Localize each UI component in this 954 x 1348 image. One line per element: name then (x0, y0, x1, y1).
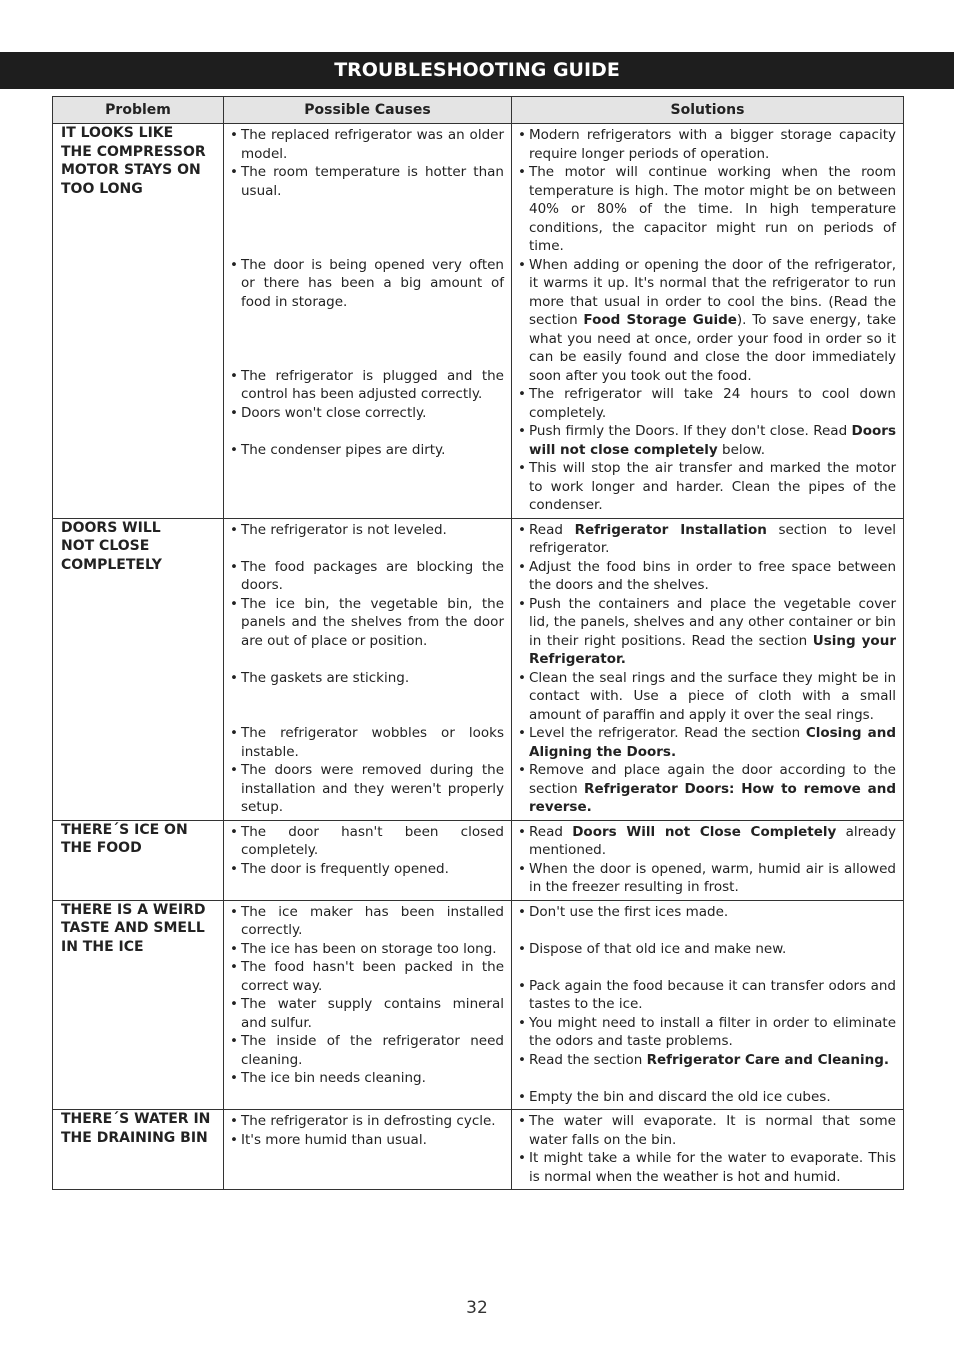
item-text: When adding or opening the door of the refrigerator, it warms it up. It's normal that the refrigerator to run more that usual in order to cool the bins. (Read the section (529, 256, 896, 328)
item-text: The ice bin, the vegetable bin, the panels and the shelves from the door are out of place or position. (241, 595, 504, 649)
cause-item (230, 958, 504, 995)
solution-item (518, 761, 896, 817)
causes-cell (224, 124, 512, 519)
cause-item (230, 256, 504, 312)
item-text: When the door is opened, warm, humid air is allowed in the freezer resulting in frost. (529, 860, 896, 895)
cause-item (230, 163, 504, 200)
problem-line: DOORS WILL (61, 519, 161, 536)
item-text: Level the refrigerator. Read the section (529, 725, 806, 741)
problem-line: THERE IS A WEIRD (61, 901, 206, 918)
item-emphasis: Refrigerator Care and Cleaning. (646, 1051, 890, 1068)
item-text: The door hasn't been closed completely. (241, 823, 504, 858)
causes-list (230, 521, 504, 817)
solution-item (518, 724, 896, 761)
item-text: Push firmly the Doors. If they don't close. Read (529, 423, 852, 439)
solutions-list (518, 126, 896, 515)
header-problem: Problem (53, 97, 224, 124)
table-row (53, 900, 904, 1110)
solutions-cell (512, 900, 904, 1110)
cause-item (230, 404, 504, 423)
cause-item (230, 724, 504, 761)
solution-item (518, 903, 896, 922)
solution-item (518, 595, 896, 669)
causes-cell (224, 1110, 512, 1190)
item-text: The door is frequently opened. (241, 860, 449, 877)
item-text-after: already mentioned. (529, 823, 896, 858)
table-body (53, 124, 904, 1190)
table-row (53, 124, 904, 519)
item-emphasis: Food Storage Guide (583, 312, 737, 328)
item-text: The food hasn't been packed in the correct way. (241, 959, 504, 994)
problem-line: NOT CLOSE (61, 538, 150, 555)
solution-item (518, 163, 896, 256)
item-text-after: section to level refrigerator. (529, 521, 896, 556)
solution-item (518, 521, 896, 558)
item-text: The ice bin needs cleaning. (241, 1070, 426, 1086)
solutions-cell (512, 1110, 904, 1190)
problem-line: THE FOOD (61, 840, 142, 857)
cause-item (230, 995, 504, 1032)
page-title: TROUBLESHOOTING GUIDE (334, 59, 620, 81)
problem-line: TASTE AND SMELL (61, 920, 205, 937)
solution-item (518, 256, 896, 386)
solution-item (518, 823, 896, 860)
page-number: 32 (466, 1298, 488, 1318)
problem-cell (53, 124, 224, 519)
solutions-cell (512, 820, 904, 900)
solutions-list (518, 823, 896, 897)
page-title-banner (0, 52, 954, 89)
problem-line: IT LOOKS LIKE (61, 125, 174, 141)
item-text: The food packages are blocking the doors. (241, 558, 504, 593)
solution-item (518, 669, 896, 725)
cause-item (230, 903, 504, 940)
problem-cell (53, 820, 224, 900)
problem-cell (53, 900, 224, 1110)
item-text: Pack again the food because it can transfer odors and tastes to the ice. (529, 977, 896, 1012)
cause-item (230, 558, 504, 595)
item-text: Read (529, 521, 575, 538)
solutions-list (518, 1112, 896, 1186)
problem-line: THERE´S WATER IN (61, 1111, 211, 1127)
problem-cell (53, 1110, 224, 1190)
item-emphasis: Using your Refrigerator. (529, 632, 896, 667)
solutions-cell (512, 124, 904, 519)
item-text: This will stop the air transfer and marked the motor to work longer and harder. Clean the pipes of the condenser. (529, 460, 896, 513)
item-text: The water supply contains mineral and sulfur. (241, 996, 504, 1031)
problem-line: COMPLETELY (61, 556, 162, 573)
cause-item (230, 1131, 504, 1150)
item-text: The refrigerator is plugged and the control has been adjusted correctly. (241, 367, 504, 402)
causes-list (230, 823, 504, 879)
solutions-list (518, 521, 896, 817)
cause-item (230, 441, 504, 460)
solution-item (518, 1051, 896, 1070)
item-text: The water will evaporate. It is normal that some water falls on the bin. (529, 1113, 896, 1148)
cause-item (230, 521, 504, 540)
solution-item (518, 422, 896, 459)
problem-cell (53, 518, 224, 820)
solution-item (518, 940, 896, 959)
cause-item (230, 1112, 504, 1131)
item-emphasis: Refrigerator Doors: How to remove and reverse. (529, 780, 896, 815)
item-text: The gaskets are sticking. (241, 669, 410, 686)
item-text: The replaced refrigerator was an older model. (241, 127, 504, 162)
solutions-list (518, 903, 896, 1107)
item-text: Push the containers and place the vegetable cover lid, the panels, shelves and any other container or bin in their right positions. Read the section (529, 595, 896, 649)
solution-item (518, 1112, 896, 1149)
item-text: The room temperature is hotter than usual. (241, 164, 504, 199)
solutions-cell (512, 518, 904, 820)
item-text: Read (529, 823, 573, 840)
table-row (53, 518, 904, 820)
item-text-after: ). To save energy, take what you need at once, order your food in order so it can be easily found and close the door immediately soon after you took out the food. (529, 312, 896, 384)
item-emphasis: Refrigerator Installation (574, 521, 767, 538)
item-text: The refrigerator wobbles or looks instable. (241, 725, 504, 760)
table-row (53, 820, 904, 900)
problem-line: MOTOR STAYS ON (61, 162, 201, 179)
solution-item (518, 977, 896, 1014)
header-possible-causes: Possible Causes (224, 97, 512, 124)
item-text: The refrigerator will take 24 hours to cool down completely. (529, 386, 896, 421)
table-header-row (53, 97, 904, 124)
solution-item (518, 1149, 896, 1186)
solution-item (518, 459, 896, 515)
item-text: It might take a while for the water to evaporate. This is normal when the weather is hot and humid. (529, 1150, 896, 1185)
cause-item (230, 367, 504, 404)
problem-line: THERE´S ICE ON (61, 821, 188, 838)
causes-list (230, 903, 504, 1088)
cause-item (230, 126, 504, 163)
item-text: Read the section (529, 1051, 647, 1068)
causes-cell (224, 518, 512, 820)
problem-line: IN THE ICE (61, 938, 144, 955)
item-text: The ice maker has been installed correctly. (241, 903, 504, 938)
table-row (53, 1110, 904, 1190)
troubleshooting-table (52, 96, 904, 1190)
cause-item (230, 1069, 504, 1088)
solution-item (518, 1014, 896, 1051)
item-text: Empty the bin and discard the old ice cubes. (529, 1088, 831, 1105)
item-text: It's more humid than usual. (241, 1131, 427, 1148)
solution-item (518, 860, 896, 897)
cause-item (230, 1032, 504, 1069)
item-emphasis: Doors will not close completely (529, 423, 896, 458)
solution-item (518, 1088, 896, 1107)
item-text: The refrigerator is in defrosting cycle. (241, 1113, 496, 1129)
item-text: The doors were removed during the installation and they weren't properly setup. (241, 762, 504, 815)
item-text: Dispose of that old ice and make new. (529, 940, 787, 957)
solution-item (518, 385, 896, 422)
cause-item (230, 669, 504, 688)
item-text: The ice has been on storage too long. (241, 940, 497, 957)
solution-item (518, 558, 896, 595)
problem-line: THE COMPRESSOR (61, 143, 206, 160)
item-text: The refrigerator is not leveled. (241, 521, 447, 538)
header-solutions: Solutions (512, 97, 904, 124)
causes-cell (224, 900, 512, 1110)
cause-item (230, 860, 504, 879)
item-text: Adjust the food bins in order to free space between the doors and the shelves. (529, 558, 896, 593)
item-emphasis: Closing and Aligning the Doors. (529, 725, 896, 760)
item-text-after: below. (717, 441, 765, 458)
item-text: Don't use the first ices made. (529, 903, 729, 920)
problem-line: THE DRAINING BIN (61, 1129, 208, 1146)
item-text: The door is being opened very often or there has been a big amount of food in storage. (241, 256, 504, 310)
item-text: You might need to install a filter in order to eliminate the odors and taste problems. (529, 1014, 896, 1049)
item-emphasis: Doors Will not Close Completely (572, 823, 837, 840)
causes-list (230, 126, 504, 459)
item-text: The inside of the refrigerator need cleaning. (241, 1033, 504, 1068)
item-text: Doors won't close correctly. (241, 404, 427, 421)
item-text: Modern refrigerators with a bigger storage capacity require longer periods of operation. (529, 127, 896, 162)
item-text: The condenser pipes are dirty. (241, 441, 446, 458)
cause-item (230, 761, 504, 817)
item-text: Remove and place again the door according to the section (529, 762, 896, 797)
causes-list (230, 1112, 504, 1149)
problem-line: TOO LONG (61, 181, 143, 198)
item-text: Clean the seal rings and the surface they might be in contact with. Use a piece of cloth with a small amount of paraffin and apply it over the seal rings. (529, 669, 896, 723)
solution-item (518, 126, 896, 163)
causes-cell (224, 820, 512, 900)
cause-item (230, 595, 504, 651)
item-text: The motor will continue working when the room temperature is high. The motor might be on between 40% or 80% of the time. In high temperature conditions, the capacitor might run on periods of time. (529, 164, 896, 254)
cause-item (230, 823, 504, 860)
cause-item (230, 940, 504, 959)
